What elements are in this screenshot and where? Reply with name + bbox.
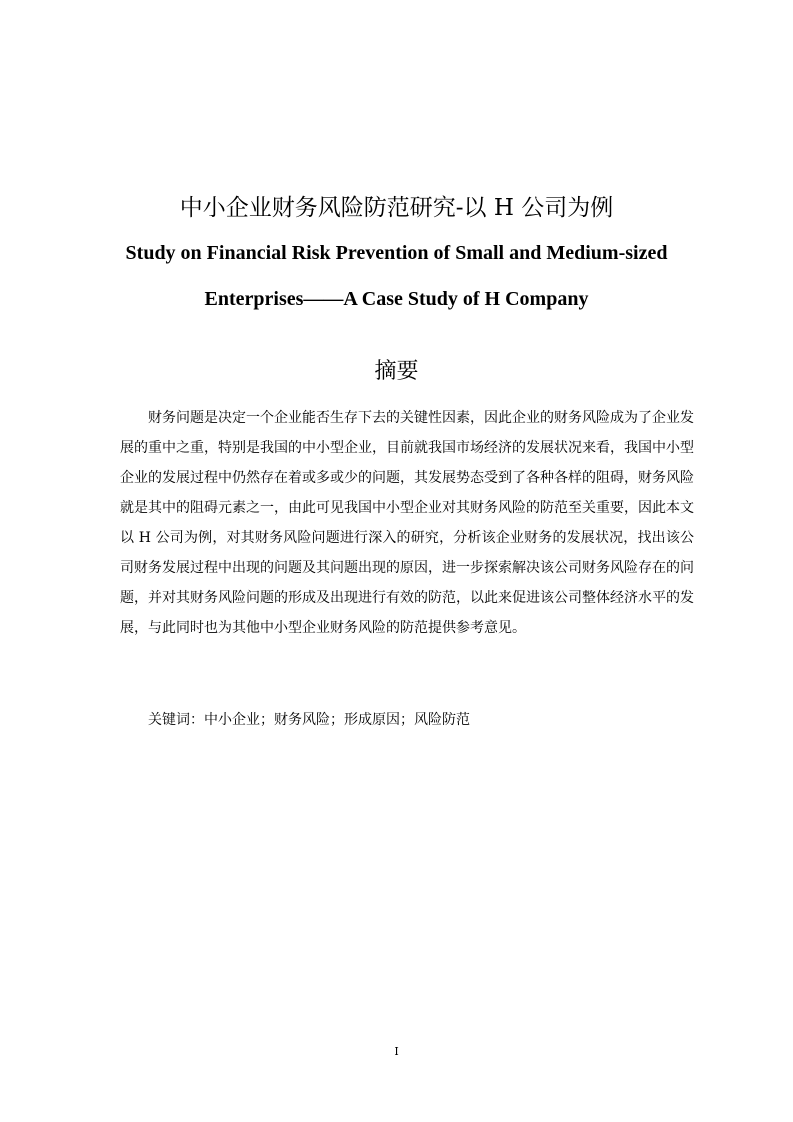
abstract-body: 财务问题是决定一个企业能否生存下去的关键性因素，因此企业的财务风险成为了企业发展的重中之重，特别是我国的中小型企业，目前就我国市场经济的发展状况来看，我国中小型企业的发展过程中仍然存在着或多或少的问题，其发展势态受到了各种各样的阻碍，财务风险就是其中的阻碍元素之一，由此可见我国中小型企业对其财务风险的防范至关重要，因此本文以 H 公司为例，对其财务风险问题进行深入的研究，分析该企业财务的发展状况，找出该公司财务发展过程中出现的问题及其问题出现的原因，进一步探索解决该公司财务风险存在的问题，并对其财务风险问题的形成及出现进行有效的防范，以此来促进该公司整体经济水平的发展，与此同时也为其他中小型企业财务风险的防范提供参考意见。: [120, 410, 694, 636]
paper-title-english: Study on Financial Risk Prevention of Small and Medium-sized Enterprises——A Case Study of H Company: [125, 242, 668, 310]
keywords-line: 关键词：中小企业；财务风险；形成原因；风险防范: [148, 712, 470, 728]
paper-title-chinese: 中小企业财务风险防范研究-以 H 公司为例: [179, 195, 614, 221]
page-number: I: [394, 1045, 399, 1058]
abstract-heading: 摘要: [374, 359, 419, 384]
